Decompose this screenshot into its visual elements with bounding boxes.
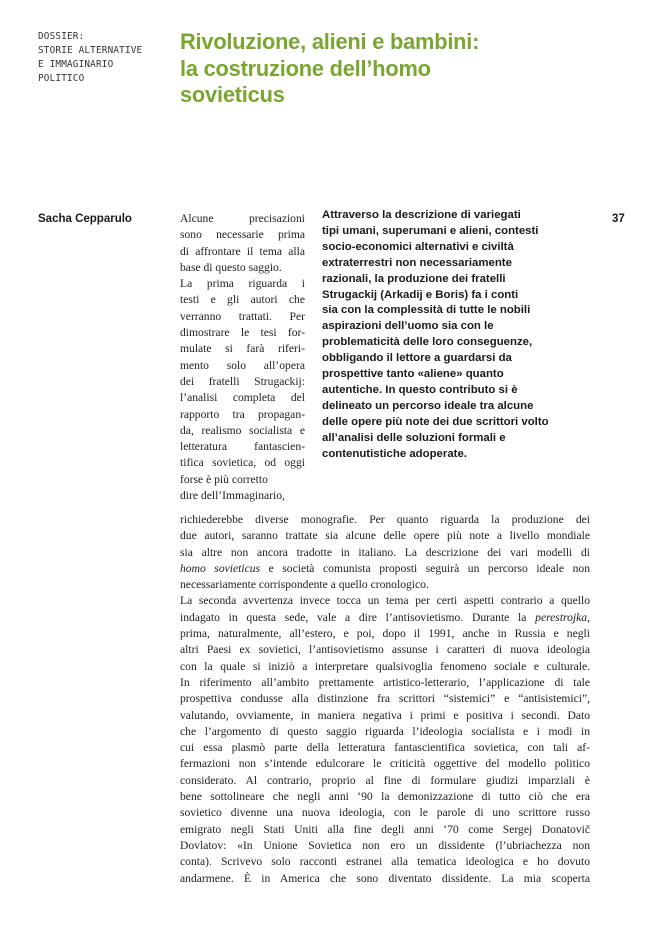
dossier-line: DOSSIER: xyxy=(38,31,85,42)
text-line: forse è più corretto xyxy=(180,472,268,486)
dossier-line: STORIE ALTERNATIVE xyxy=(38,45,143,56)
text-line: che l’argomento di questo saggio riguarda l’ideologia socialista e i modi in xyxy=(180,724,590,738)
abstract-line: sia con la complessità di tutte le nobili xyxy=(322,304,531,317)
title-line: Rivoluzione, alieni e bambini: xyxy=(180,29,480,54)
abstract-line: socio-economici alternativi e civiltà xyxy=(322,240,514,253)
text-line: andarmene. È in America che sono diventato dissidente. La mia scoperta xyxy=(180,871,590,885)
intro-column xyxy=(180,211,305,504)
italic-term: homo sovieticus xyxy=(180,561,261,575)
abstract-line: autentiche. In questo contributo si è xyxy=(322,383,518,396)
abstract-line: delineato un percorso ideale tra alcune xyxy=(322,399,534,412)
abstract-line: problematicità delle loro conseguenze, xyxy=(322,336,533,349)
text-line: In riferimento all’ambito prettamente artistico-letterario, l’applicazione di tale xyxy=(180,675,590,689)
text-line: dire dell’Immaginario, xyxy=(180,489,285,503)
text-line: con la quale si iniziò a interpretare qualsivoglia fenomeno sociale e culturale. xyxy=(180,659,590,673)
body-text xyxy=(180,512,590,887)
abstract-line: tipi umani, superumani e alieni, contesti xyxy=(322,224,539,237)
abstract-line: Attraverso la descrizione di variegati xyxy=(322,209,521,221)
page-number: 37 xyxy=(612,213,625,225)
text-line: La prima riguarda i xyxy=(180,277,305,291)
dossier-line: E IMMAGINARIO xyxy=(38,59,114,70)
abstract-line: razionali, la produzione dei fratelli xyxy=(322,272,506,285)
text-line: necessariamente corrispondente a quello cronologico. xyxy=(180,578,429,592)
text-line: indagato in questa sede, vale a dire l’antisovietismo. Durante la perestrojka, xyxy=(180,610,590,624)
text-line: prospettiva condusse alla distinzione fra scrittori “sistemici” e “antisistemici”, xyxy=(180,692,590,706)
text-line: considerato. Al contrario, proprio al fine di formulare giudizi imparziali è xyxy=(180,773,590,787)
text-line: emigrato negli Stati Uniti alla fine degli anni ‘70 come Sergej Donatovič xyxy=(180,822,590,836)
italic-term: perestrojka xyxy=(535,610,588,624)
text-line: Dovlatov: «In Unione Sovietica non ero un dissidente (l’ubriachezza non xyxy=(180,838,590,852)
text-line: fermazioni non s’intende edulcorare le criticità oggettive del modello politico xyxy=(180,757,590,771)
text-line: verranno trattati. Per xyxy=(180,309,305,323)
abstract xyxy=(322,208,597,463)
text-line: altri Paesi ex sovietici, l’antisovietismo assunse i caratteri di nuova ideologia xyxy=(180,643,590,657)
abstract-line: Strugackij (Arkadij e Boris) fa i conti xyxy=(322,288,519,301)
text-line: due autori, saranno trattate sia alcune delle opere più note a livello mondiale xyxy=(180,529,590,543)
author-name: Sacha Cepparulo xyxy=(38,213,132,225)
text-line: testi e gli autori che xyxy=(180,293,305,307)
text-line: tifica sovietica, od oggi xyxy=(180,456,305,470)
title-line: sovieticus xyxy=(180,82,285,107)
text-line: valutando, ovviamente, in maniera negativa i primi e positiva i secondi. Dato xyxy=(180,708,590,722)
text-line: sono necessarie prima xyxy=(180,228,305,242)
text-line: da, realismo socialista e xyxy=(180,423,305,437)
dossier-line: POLITICO xyxy=(38,73,85,84)
article-title xyxy=(180,29,620,109)
abstract-line: contenutistiche adoperate. xyxy=(322,447,467,460)
text-line: homo sovieticus e società comunista proposti seguirà un percorso ideale non xyxy=(180,561,590,575)
text-line: letteratura fantascien- xyxy=(180,440,305,454)
text-line: base di questo saggio. xyxy=(180,260,282,274)
text-line: bene sottolineare che negli anni ‘90 la demonizzazione di tutto ciò che era xyxy=(180,790,590,804)
text-line: cui essa plasmò parte della letteratura fantascientifica sovietica, con tali af- xyxy=(180,741,590,755)
abstract-line: prospettive tanto «aliene» quanto xyxy=(322,368,504,381)
abstract-line: aspirazioni dell’uomo sia con le xyxy=(322,320,494,333)
text-line: sia altre non ancora tradotte in italiano. La descrizione dei vari modelli di xyxy=(180,545,590,559)
abstract-line: delle opere più note dei due scrittori volto xyxy=(322,415,549,428)
text-line: conta). Scrivevo solo racconti estranei alla tematica ideologica e ho dovuto xyxy=(180,855,590,869)
title-line: la costruzione dell’homo xyxy=(180,55,431,81)
text-line: mulate si farà riferi- xyxy=(180,342,305,356)
text-line: prima, naturalmente, all’estero, e poi, dopo il 1991, anche in Russia e negli xyxy=(180,627,590,641)
text-line: richiederebbe diverse monografie. Per quanto riguarda la produzione dei xyxy=(180,513,590,526)
text-line: mento solo all’opera xyxy=(180,358,305,372)
text-line: rapporto tra propagan- xyxy=(180,407,305,421)
text-line: l’analisi completa del xyxy=(180,391,305,405)
abstract-line: obbligando il lettore a guardarsi da xyxy=(322,352,512,365)
text-line: La seconda avvertenza invece tocca un tema per certi aspetti contrario a quello xyxy=(180,594,590,608)
text-line: di affrontare il tema alla xyxy=(180,244,305,258)
abstract-line: extraterrestri non necessariamente xyxy=(322,256,512,269)
abstract-line: all’analisi delle soluzioni formali e xyxy=(322,431,506,444)
text-line: dei fratelli Strugackij: xyxy=(180,374,305,388)
text-line: sovietico divenne una nuova ideologia, con le parole di uno scrittore russo xyxy=(180,806,590,820)
dossier-label xyxy=(38,30,173,86)
text-line: dimostrare le tesi for- xyxy=(180,326,305,340)
text-line: Alcune precisazioni xyxy=(180,212,305,225)
